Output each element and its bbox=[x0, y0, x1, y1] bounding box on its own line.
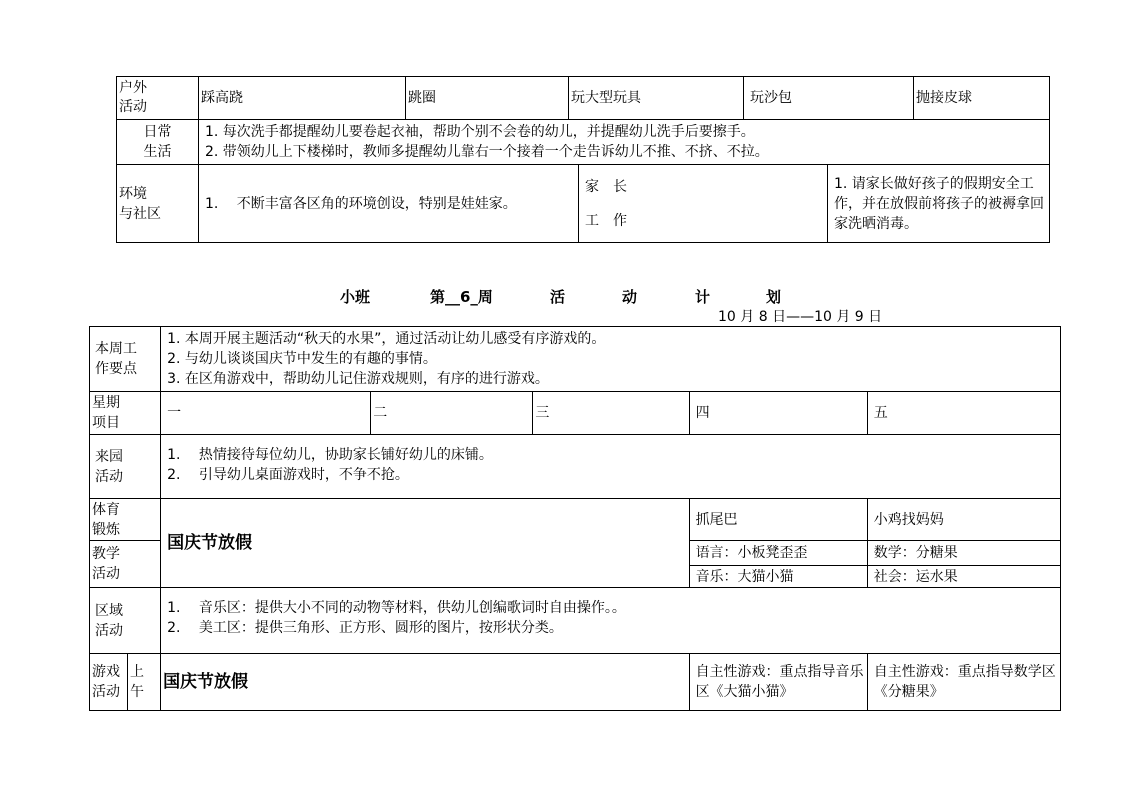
environment-row bbox=[117, 165, 1050, 243]
holiday-cell: 国庆节放假 bbox=[161, 499, 690, 588]
pe-label: 体育 锻炼 bbox=[90, 499, 161, 541]
area-content: 1. 音乐区：提供大小不同的动物等材料，供幼儿创编歌词时自由操作。。 2. 美工区：提供三角形、正方形、圆形的图片，按形状分类。 bbox=[161, 588, 1061, 654]
holiday-cell: 国庆节放假 bbox=[161, 654, 690, 711]
daily-content: 1. 每次洗手都提醒幼儿要卷起衣袖，帮助个别不会卷的幼儿，并提醒幼儿洗手后要擦手。 2. 带领幼儿上下楼梯时，教师多提醒幼儿靠右一个接着一个走告诉幼儿不推、不挤、不拉。 bbox=[199, 120, 1050, 165]
game-row bbox=[90, 654, 1061, 711]
arrival-content: 1. 热情接待每位幼儿，协助家长铺好幼儿的床铺。 2. 引导幼儿桌面游戏时，不争不抢。 bbox=[161, 435, 1061, 499]
arrival-label: 来园 活动 bbox=[90, 435, 161, 499]
area-label: 区域 活动 bbox=[90, 588, 161, 654]
outdoor-label: 户外 活动 bbox=[117, 77, 199, 120]
key-points-row bbox=[90, 327, 1061, 392]
parent-work-content: 1. 请家长做好孩子的假期安全工作，并在放假前将孩子的被褥拿回家洗晒消毒。 bbox=[828, 165, 1050, 243]
arrival-row bbox=[90, 435, 1061, 499]
title-char: 动 bbox=[622, 288, 638, 306]
parent-work-label: 家 长 工 作 bbox=[579, 165, 828, 243]
weekly-plan-table bbox=[89, 326, 1061, 711]
key-points-label: 本周工 作要点 bbox=[90, 327, 161, 392]
game-label: 游戏 活动 bbox=[90, 654, 128, 711]
weekday-wed: 三 bbox=[533, 392, 689, 435]
teaching-fri-1: 数学：分糖果 bbox=[867, 541, 1060, 566]
weekday-mon: 一 bbox=[161, 392, 371, 435]
weekday-tue: 二 bbox=[371, 392, 533, 435]
title-char: 计 bbox=[695, 288, 711, 306]
key-points-content: 1. 本周开展主题活动“秋天的水果”，通过活动让幼儿感受有序游戏的。 2. 与幼儿谈谈国庆节中发生的有趣的事情。 3. 在区角游戏中，帮助幼儿记住游戏规则，有序的进行游戏。 bbox=[161, 327, 1061, 392]
daily-label: 日常 生活 bbox=[117, 120, 199, 165]
weekly-plan-top-table bbox=[116, 76, 1050, 243]
pe-fri: 小鸡找妈妈 bbox=[867, 499, 1060, 541]
weekday-thu: 四 bbox=[689, 392, 867, 435]
title-char: 活 bbox=[550, 288, 566, 306]
outdoor-item: 玩大型玩具 bbox=[569, 77, 744, 120]
game-fri: 自主性游戏：重点指导数学区《分糖果》 bbox=[867, 654, 1060, 711]
weekday-row bbox=[90, 392, 1061, 435]
date-range: 10 月 8 日——10 月 9 日 bbox=[718, 309, 883, 325]
pe-thu: 抓尾巴 bbox=[689, 499, 867, 541]
weekday-fri: 五 bbox=[867, 392, 1060, 435]
teaching-thu-1: 语言：小板凳歪歪 bbox=[689, 541, 867, 566]
area-row bbox=[90, 588, 1061, 654]
environment-content: 1. 不断丰富各区角的环境创设，特别是娃娃家。 bbox=[199, 165, 579, 243]
teaching-thu-2: 音乐：大猫小猫 bbox=[689, 566, 867, 588]
teaching-label: 教学 活动 bbox=[90, 541, 161, 588]
title-char: 划 bbox=[766, 288, 782, 306]
weekday-label: 星期 项目 bbox=[90, 392, 161, 435]
environment-label: 环境 与社区 bbox=[117, 165, 199, 243]
outdoor-item: 玩沙包 bbox=[744, 77, 914, 120]
daily-row bbox=[117, 120, 1050, 165]
outdoor-row bbox=[117, 77, 1050, 120]
title-class: 小班 bbox=[340, 288, 371, 306]
teaching-fri-2: 社会：运水果 bbox=[867, 566, 1060, 588]
outdoor-item: 踩高跷 bbox=[199, 77, 406, 120]
outdoor-item: 抛接皮球 bbox=[914, 77, 1050, 120]
game-sub-label: 上 午 bbox=[128, 654, 161, 711]
game-thu: 自主性游戏：重点指导音乐区《大猫小猫》 bbox=[689, 654, 867, 711]
title-week: 第__6_周 bbox=[430, 288, 493, 306]
outdoor-item: 跳圈 bbox=[406, 77, 569, 120]
pe-row bbox=[90, 499, 1061, 541]
